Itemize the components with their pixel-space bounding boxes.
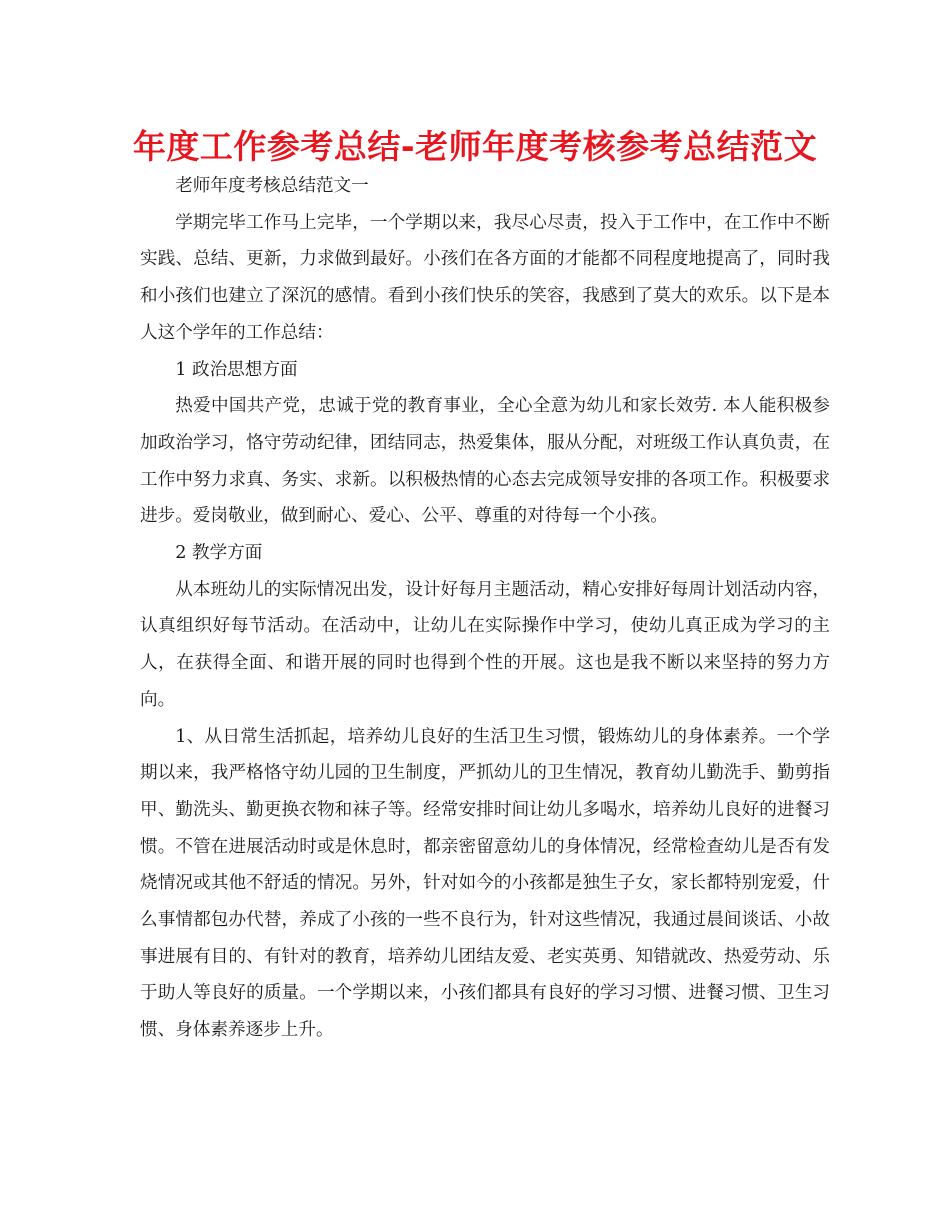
document-body: [140, 168, 830, 1049]
body-paragraph: 从本班幼儿的实际情况出发，设计好每月主题活动，精心安排好每周计划活动内容，认真组织好每节活动。在活动中，让幼儿在实际操作中学习，使幼儿真正成为学习的主人，在获得全面、和谐开展的同时也得到个性的开展。这也是我不断以来坚持的努力方向。: [140, 579, 830, 710]
section-heading: 2 教学方面: [175, 543, 263, 564]
section-heading: 老师年度考核总结范文一: [175, 176, 369, 196]
body-paragraph: 1、从日常生活抓起，培养幼儿良好的生活卫生习惯，锻炼幼儿的身体素养。一个学期以来，我严格恪守幼儿园的卫生制度，严抓幼儿的卫生情况，教育幼儿勤洗手、勤剪指甲、勤洗头、勤更换衣物和袜子等。经常安排时间让幼儿多喝水，培养幼儿良好的进餐习惯。不管在进展活动时或是休息时，都亲密留意幼儿的身体情况，经常检查幼儿是否有发烧情况或其他不舒适的情况。另外，针对如今的小孩都是独生子女，家长都特别宠爱，什么事情都包办代替，养成了小孩的一些不良行为，针对这些情况，我通过晨间谈话、小故事进展有目的、有针对的教育，培养幼儿团结友爱、老实英勇、知错就改、热爱劳动、乐于助人等良好的质量。一个学期以来，小孩们都具有良好的学习习惯、进餐习惯、卫生习惯、身体素养逐步上升。: [140, 726, 830, 1041]
body-paragraph: 热爱中国共产党，忠诚于党的教育事业，全心全意为幼儿和家长效劳. 本人能积极参加政治学习，恪守劳动纪律，团结同志，热爱集体，服从分配，对班级工作认真负责，在工作中努力求真、务实、求新。以积极热情的心态去完成领导安排的各项工作。积极要求进步。爱岗敬业，做到耐心、爱心、公平、尊重的对待每一个小孩。: [140, 396, 830, 527]
body-paragraph: 学期完毕工作马上完毕，一个学期以来，我尽心尽责，投入于工作中，在工作中不断实践、总结、更新，力求做到最好。小孩们在各方面的才能都不同程度地提高了，同时我和小孩们也建立了深沉的感情。看到小孩们快乐的笑容，我感到了莫大的欢乐。以下是本人这个学年的工作总结：: [140, 212, 830, 343]
section-heading: 1 政治思想方面: [175, 359, 298, 380]
document-title: 年度工作参考总结-老师年度考核参考总结范文: [132, 127, 818, 166]
